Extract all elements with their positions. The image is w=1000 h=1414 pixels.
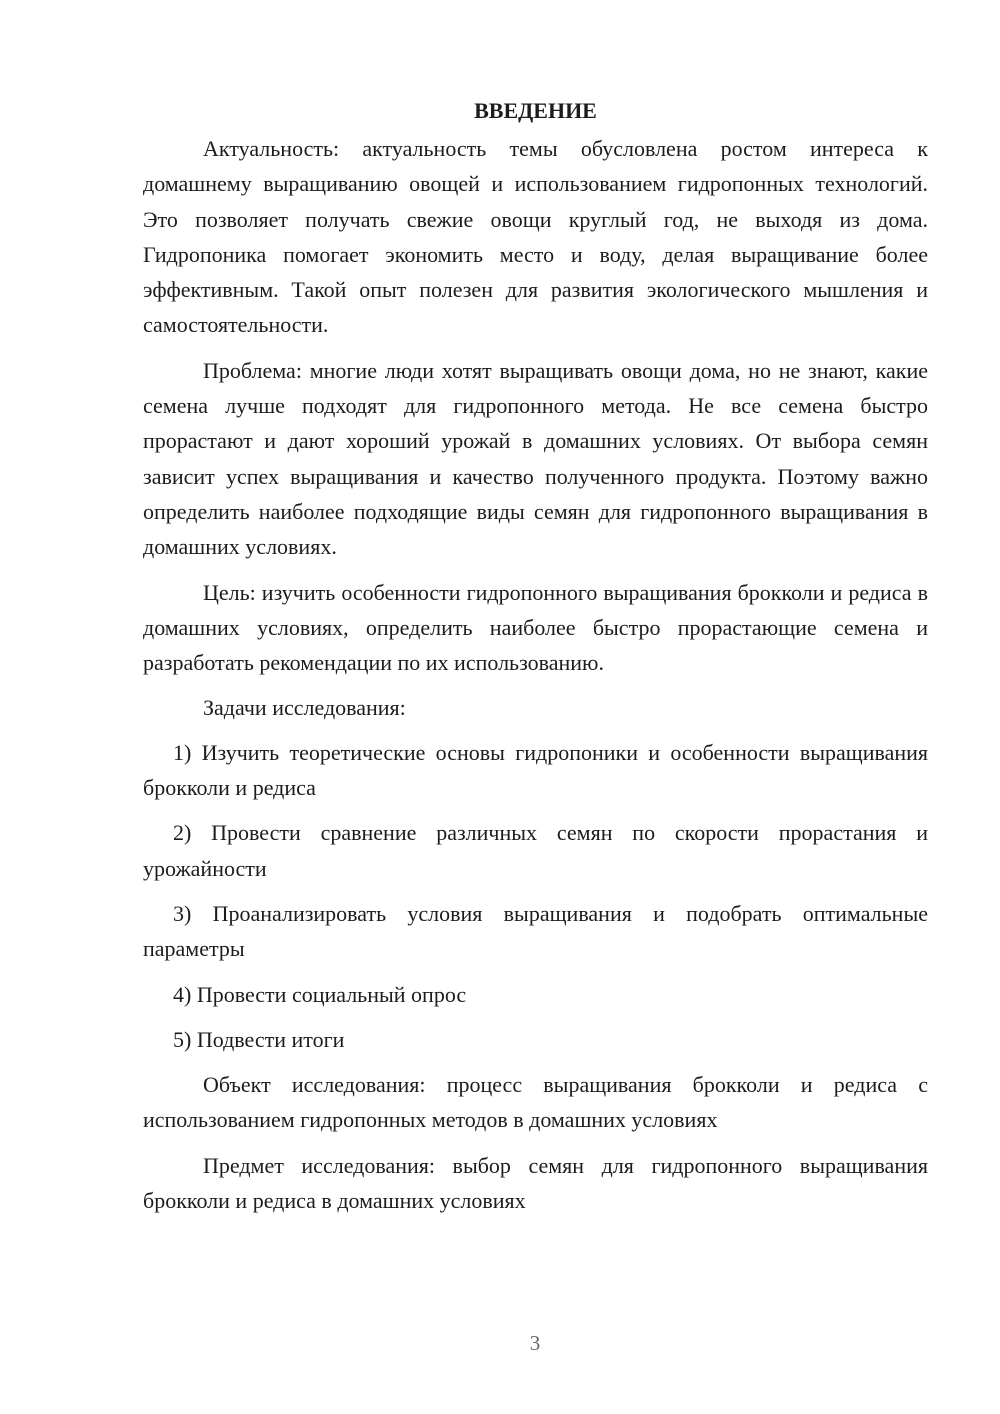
task-item-1: 1) Изучить теоретические основы гидропоники и особенности выращивания брокколи и редиса xyxy=(143,739,928,801)
paragraph-goal: Цель: изучить особенности гидропонного выращивания брокколи и редиса в домашних условиях, определить наиболее быстро прорастающие семена и разработать рекомендации по их использованию. xyxy=(143,579,928,676)
task-item-3: 3) Проанализировать условия выращивания и подобрать оптимальные параметры xyxy=(143,900,928,962)
tasks-heading: Задачи исследования: xyxy=(203,695,406,721)
document-page xyxy=(143,92,928,1228)
paragraph-problem: Проблема: многие люди хотят выращивать овощи дома, но не знают, какие семена лучше подходят для гидропонного метода. Не все семена быстро прорастают и дают хороший урожай в домашних условиях. От выбора семян зависит успех выращивания и качество полученного продукта. Поэтому важно определить наиболее подходящие виды семян для гидропонного выращивания в домашних условиях. xyxy=(143,357,928,560)
page-title: ВВЕДЕНИЕ xyxy=(474,98,597,123)
page-number: 3 xyxy=(529,1331,541,1355)
paragraph-object: Объект исследования: процесс выращивания брокколи и редиса с использованием гидропонных методов в домашних условиях xyxy=(143,1072,928,1133)
task-item-4: 4) Провести социальный опрос xyxy=(173,981,467,1007)
paragraph-relevance: Актуальность: актуальность темы обусловлена ростом интереса к домашнему выращиванию овощей и использованием гидропонных технологий. Это позволяет получать свежие овощи круглый год, не выходя из дома. Гидропоника помогает экономить место и воду, делая выращивание более эффективным. Такой опыт полезен для развития экологического мышления и самостоятельности. xyxy=(143,136,928,338)
paragraph-subject: Предмет исследования: выбор семян для гидропонного выращивания брокколи и редиса в домашних условиях xyxy=(143,1152,928,1214)
task-item-5: 5) Подвести итоги xyxy=(173,1026,345,1052)
task-item-2: 2) Провести сравнение различных семян по скорости прорастания и урожайности xyxy=(143,820,928,881)
